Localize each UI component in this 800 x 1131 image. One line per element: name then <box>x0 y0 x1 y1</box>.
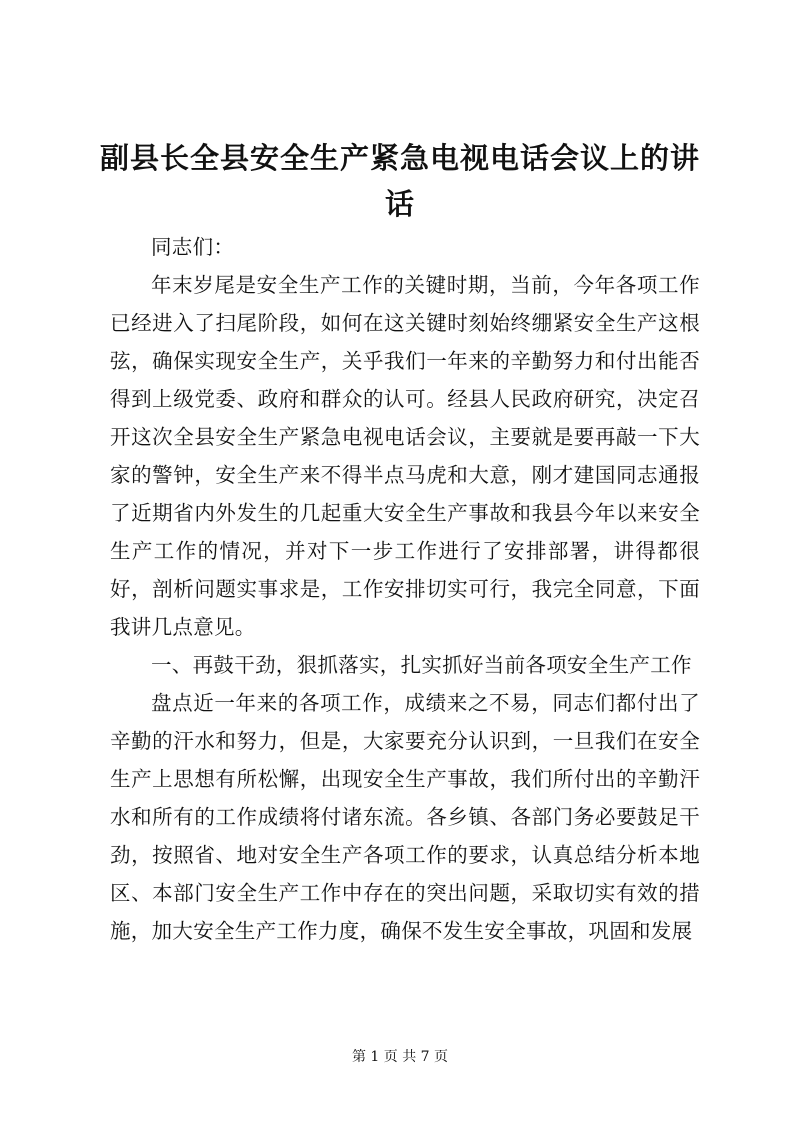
document-body <box>110 228 700 950</box>
section-heading-1: 一、再鼓干劲，狠抓落实，扎实抓好当前各项安全生产工作 <box>151 653 692 677</box>
salutation: 同志们： <box>151 235 235 259</box>
page-footer: 第 1 页 共 7 页 <box>351 1049 449 1065</box>
paragraph-intro: 年末岁尾是安全生产工作的关键时期，当前，今年各项工作已经进入了扫尾阶段，如何在这关键时刻始终绷紧安全生产这根弦，确保实现安全生产，关乎我们一年来的辛勤努力和付出能否得到上级党委、政府和群众的认可。经县人民政府研究，决定召开这次全县安全生产紧急电视电话会议，主要就是要再敲一下大家的警钟，安全生产来不得半点马虎和大意，刚才建国同志通报了近期省内外发生的几起重大安全生产事故和我县今年以来安全生产工作的情况，并对下一步工作进行了安排部署，讲得都很好，剖析问题实事求是，工作安排切实可行，我完全同意，下面我讲几点意见。 <box>110 273 700 639</box>
paragraph-section-1: 盘点近一年来的各项工作，成绩来之不易，同志们都付出了辛勤的汗水和努力，但是，大家要充分认识到，一旦我们在安全生产上思想有所松懈，出现安全生产事故，我们所付出的辛勤汗水和所有的工作成绩将付诸东流。各乡镇、各部门务必要鼓足干劲，按照省、地对安全生产各项工作的要求，认真总结分析本地区、本部门安全生产工作中存在的突出问题，采取切实有效的措施，加大安全生产工作力度，确保不发生安全事故，巩固和发展 <box>110 691 700 943</box>
document-title: 副县长全县安全生产紧急电视电话会议上的讲话 <box>100 141 701 221</box>
